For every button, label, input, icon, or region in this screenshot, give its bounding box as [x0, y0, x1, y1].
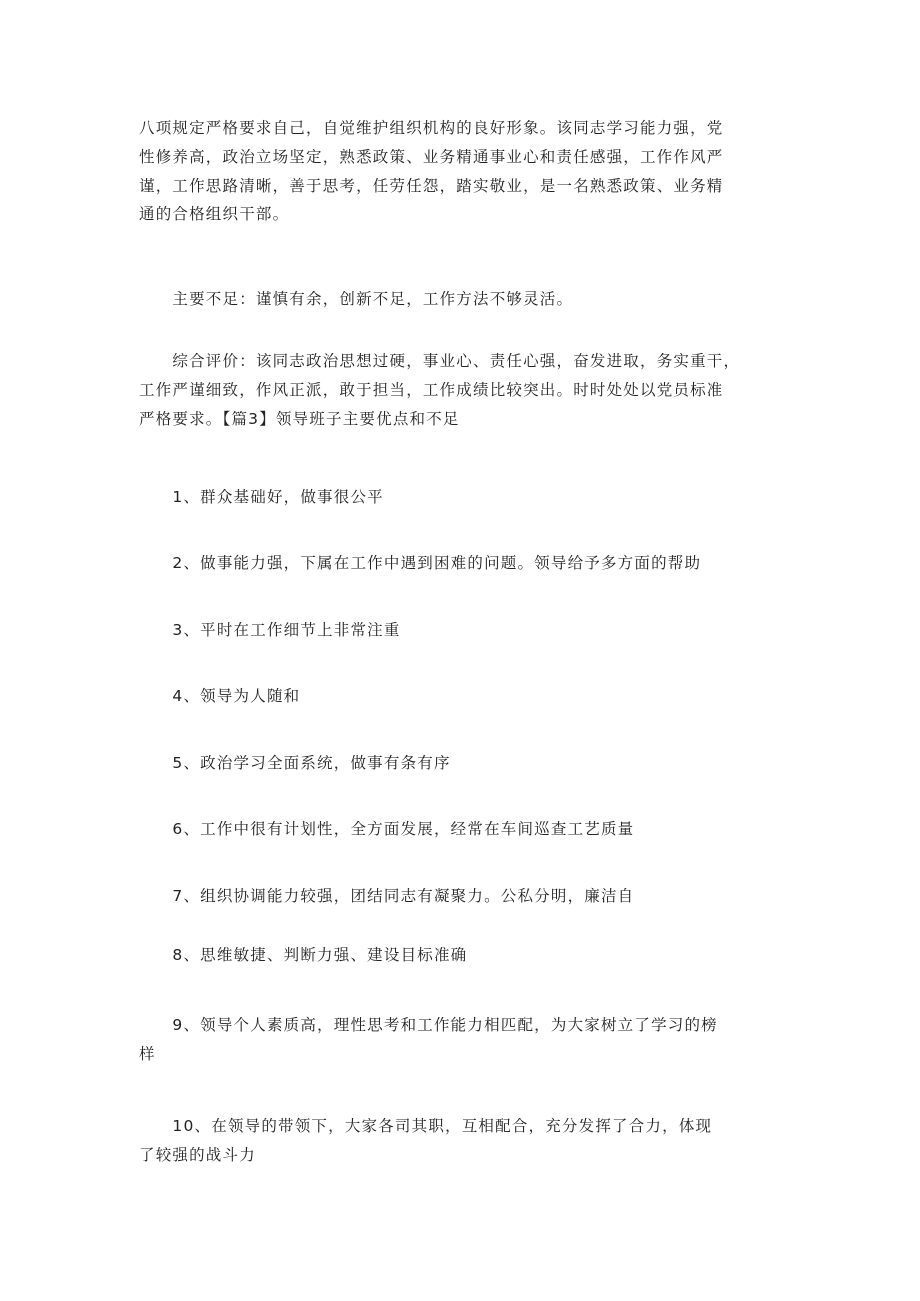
text-line: 10、在领导的带领下，大家各司其职，互相配合，充分发挥了合力，体现 — [139, 1117, 713, 1135]
text-line: 样 — [139, 1044, 156, 1063]
paragraph-summary — [139, 114, 785, 229]
list-item-4 — [139, 682, 785, 711]
text-line: 5、政治学习全面系统，做事有条有序 — [139, 754, 451, 772]
text-line: 工作严谨细致，作风正派，敢于担当，工作成绩比较突出。时时处处以党员标准 — [139, 380, 724, 399]
text-line: 4、领导为人随和 — [139, 687, 301, 705]
text-line: 性修养高，政治立场坚定，熟悉政策、业务精通事业心和责任感强，工作作风严 — [139, 147, 724, 166]
text-line: 9、领导个人素质高，理性思考和工作能力相匹配，为大家树立了学习的榜 — [139, 1016, 718, 1034]
text-line: 1、群众基础好，做事很公平 — [139, 488, 384, 506]
text-line: 6、工作中很有计划性，全方面发展，经常在车间巡查工艺质量 — [139, 820, 635, 838]
list-item-7 — [139, 882, 785, 911]
list-item-9 — [139, 1011, 785, 1069]
list-item-8 — [139, 941, 785, 970]
list-item-6 — [139, 815, 785, 844]
text-line: 严格要求。【篇3】领导班子主要优点和不足 — [139, 409, 460, 428]
list-item-1 — [139, 483, 785, 512]
paragraph-overall-evaluation — [139, 347, 785, 433]
text-line: 7、组织协调能力较强，团结同志有凝聚力。公私分明，廉洁自 — [139, 887, 635, 905]
text-line: 8、思维敏捷、判断力强、建设目标准确 — [139, 946, 468, 964]
list-item-3 — [139, 616, 785, 645]
list-item-2 — [139, 549, 785, 578]
text-line: 八项规定严格要求自己，自觉维护组织机构的良好形象。该同志学习能力强，党 — [139, 119, 724, 137]
text-line: 2、做事能力强，下属在工作中遇到困难的问题。领导给予多方面的帮助 — [139, 554, 702, 572]
list-item-5 — [139, 749, 785, 778]
text-line: 谨，工作思路清晰，善于思考，任劳任怨，踏实敬业，是一名熟悉政策、业务精 — [139, 176, 724, 195]
paragraph-shortcomings — [139, 285, 785, 314]
text-line: 3、平时在工作细节上非常注重 — [139, 621, 401, 639]
list-item-10 — [139, 1112, 785, 1170]
text-line: 主要不足：谨慎有余，创新不足，工作方法不够灵活。 — [139, 290, 574, 308]
text-line: 综合评价：该同志政治思想过硬，事业心、责任心强，奋发进取，务实重干， — [139, 352, 741, 370]
text-line: 通的合格组织干部。 — [139, 205, 290, 224]
text-line: 了较强的战斗力 — [139, 1145, 256, 1164]
